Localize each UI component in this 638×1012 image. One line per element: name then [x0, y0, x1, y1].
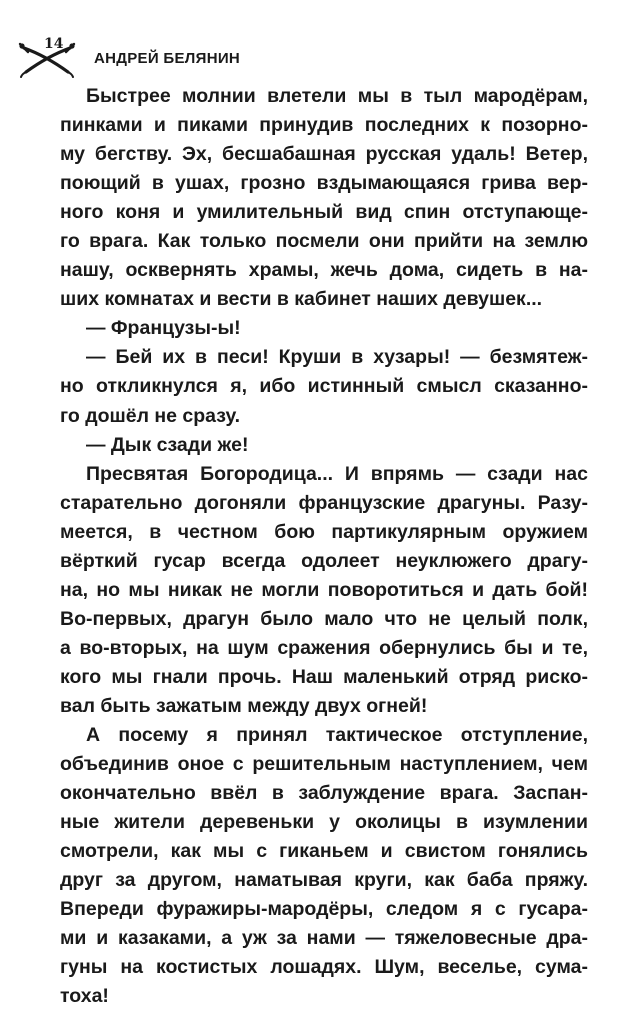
text-line: гуны на костистых лошадях. Шум, веселье, сума-: [60, 956, 588, 979]
text-line: вал быть зажатым между двух огней!: [60, 694, 428, 717]
text-line: го врага. Как только посмели они прийти на землю: [60, 230, 588, 253]
body-text: [60, 82, 588, 1012]
text-line: ные жители деревеньки у околицы в изумлении: [60, 811, 588, 834]
text-line: тоха!: [60, 985, 109, 1008]
text-line: ми и казаками, а уж за нами — тяжеловесные дра-: [60, 927, 588, 950]
text-line: — Дык сзади же!: [86, 433, 249, 456]
text-line: поющий в ушах, грозно вздымающаяся грива вер-: [60, 172, 588, 195]
text-line: на, но мы никак не могли поворотиться и дать бой!: [60, 578, 588, 601]
text-line: меется, в честном бою партикулярным оружием: [60, 520, 588, 543]
text-line: Впереди фуражиры-мародёры, следом я с гусара-: [60, 898, 588, 921]
text-line: смотрели, как мы с гиканьем и свистом гонялись: [60, 840, 588, 863]
text-line: старательно догоняли французские драгуны. Разу-: [60, 491, 588, 514]
running-head-author: АНДРЕЙ БЕЛЯНИН: [94, 50, 241, 67]
text-line: Во-первых, драгун было мало что не целый полк,: [60, 607, 588, 630]
text-block: [60, 82, 588, 1012]
text-line: Пресвятая Богородица... И впрямь — сзади нас: [86, 462, 588, 485]
text-line: А посему я принял тактическое отступление,: [86, 724, 588, 747]
text-line: вёрткий гусар всегда одолеет неуклюжего драгу-: [60, 549, 588, 572]
text-line: а во-вторых, на шум сражения обернулись бы и те,: [60, 636, 588, 659]
text-line: объединив оное с решительным наступлением, чем: [60, 753, 588, 776]
text-line: му бегству. Эх, бесшабашная русская удаль! Ветер,: [60, 143, 588, 166]
text-line: — Французы-ы!: [86, 317, 241, 340]
text-line: ного коня и умилительный вид спин отступающе-: [60, 201, 588, 224]
text-line: го дошёл не сразу.: [60, 404, 241, 427]
text-line: окончательно ввёл в заблуждение врага. Заспан-: [60, 782, 588, 805]
text-line: нашу, осквернять храмы, жечь дома, сидеть в на-: [60, 259, 588, 282]
text-line: — Бей их в песи! Круши в хузары! — безмятеж-: [86, 346, 588, 369]
text-line: кого мы гнали прочь. Наш маленький отряд риско-: [60, 665, 588, 688]
page-header: [18, 36, 618, 80]
text-line: ших комнатах и вести в кабинет наших девушек...: [60, 288, 543, 311]
page-number: 14: [44, 36, 64, 52]
text-line: пинками и пиками принудив последних к позорно-: [60, 114, 588, 137]
text-line: но откликнулся я, ибо истинный смысл сказанно-: [60, 375, 588, 398]
text-line: друг за другом, наматывая круги, как баба пряжу.: [60, 869, 588, 892]
text-line: Быстрее молнии влетели мы в тыл мародёрам,: [86, 85, 588, 107]
